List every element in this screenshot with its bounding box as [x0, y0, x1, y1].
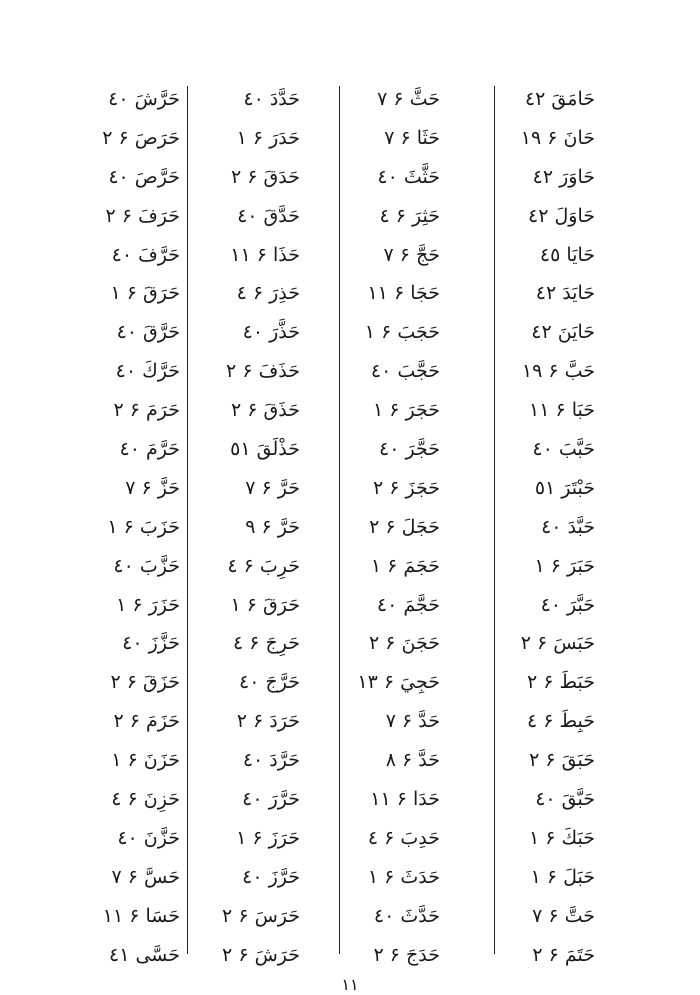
verb-entry: حَرَّزَ ٤٠ — [242, 865, 300, 888]
column-2 — [300, 80, 440, 974]
verb-entry: حَدَجَ ۶ ٢ — [373, 943, 440, 966]
verb-entry: حَرَزَ ۶ ١ — [236, 826, 300, 849]
verb-entry: حَثَّ ۶ ٧ — [377, 88, 440, 110]
verb-entry: حَثَّثَ ٤٠ — [377, 165, 440, 188]
verb-entry: حَرَّكَ ٤٠ — [115, 360, 180, 383]
verb-entry: حَبَّ ۶ ١٩ — [521, 360, 595, 383]
verb-entry: حَرَّشَ ٤٠ — [108, 88, 180, 110]
verb-entry: حَذَقَ ۶ ٢ — [231, 399, 300, 422]
verb-entry: حَبِطَ ۶ ٤ — [526, 710, 595, 733]
verb-entry: حَجَّبَ ٤٠ — [370, 360, 440, 383]
verb-entry: حَتَّ ۶ ٧ — [532, 904, 595, 927]
verb-entry: حَرَّ ۶ ٩ — [245, 515, 300, 538]
verb-entry: حَبَرَ ۶ ١ — [534, 554, 595, 577]
verb-entry: حَزِنَ ۶ ٤ — [111, 788, 180, 811]
verb-entry: حَدَّ ۶ ٨ — [385, 749, 440, 772]
verb-entry: حَايَنَ ٤٢ — [531, 321, 595, 344]
verb-entry: حَبَّرَ ٤٠ — [540, 593, 595, 616]
verb-entry: حَجِيَ ۶ ١٣ — [357, 671, 440, 694]
verb-entry: حَرَدَ ۶ ٢ — [236, 710, 300, 733]
verb-entry: حَجَلَ ۶ ٢ — [369, 515, 440, 538]
column-4 — [40, 80, 180, 974]
verb-entry: حَدَقَ ۶ ٢ — [231, 165, 300, 188]
verb-entry: حَدَّ ۶ ٧ — [385, 710, 440, 733]
verb-entry: حَبَّبَ ٤٠ — [532, 438, 595, 461]
verb-entry: حَذَا ۶ ١١ — [230, 243, 300, 266]
verb-entry: حَرَّجَ ٤٠ — [239, 671, 300, 694]
verb-entry: حَرَّرَ ٤٠ — [242, 788, 300, 811]
verb-entry: حَجَا ۶ ١١ — [367, 282, 440, 305]
verb-entry: حَزَقَ ۶ ٢ — [110, 671, 180, 694]
verb-entry: حَذْلَقَ ٥١ — [230, 438, 300, 461]
verb-entry: حَسَا ۶ ١١ — [102, 904, 180, 927]
verb-entry: حَاوَلَ ٤٢ — [528, 204, 595, 227]
verb-entry: حَرَشَ ۶ ٢ — [222, 943, 300, 966]
verb-entry: حَثِرَ ۶ ٤ — [379, 204, 440, 227]
page-number: ١١ — [341, 975, 359, 994]
verb-entry: حَرَّ ۶ ٧ — [245, 476, 300, 499]
verb-entry: حَجَنَ ۶ ٢ — [369, 632, 440, 655]
verb-entry: حَزَرَ ۶ ١ — [116, 593, 180, 616]
verb-entry: حَرَّفَ ٤٠ — [111, 243, 180, 266]
verb-entry: حَزَمَ ۶ ٢ — [113, 710, 180, 733]
verb-entry: حَدَرَ ۶ ١ — [236, 126, 300, 149]
verb-entry: حَدَثَ ۶ ١ — [367, 865, 440, 888]
verb-entry: حَزَنَ ۶ ١ — [111, 749, 180, 772]
verb-entry: حَبَكَ ۶ ١ — [528, 826, 595, 849]
verb-entry: حَبَسَ ۶ ٢ — [520, 632, 595, 655]
column-divider — [187, 86, 188, 954]
verb-entry: حَتَمَ ۶ ٢ — [532, 943, 595, 966]
verb-entry: حَدَّدَ ٤٠ — [243, 88, 300, 110]
verb-entry: حَرَفَ ۶ ٢ — [105, 204, 180, 227]
verb-entry: حَجَزَ ۶ ٢ — [372, 476, 440, 499]
verb-entry: حَرَّمَ ٤٠ — [119, 438, 180, 461]
column-divider — [494, 86, 495, 954]
verb-entry: حَزَّزَ ٤٠ — [122, 632, 180, 655]
verb-entry: حَدَّقَ ٤٠ — [237, 204, 300, 227]
verb-entry: حَسَّ ۶ ٧ — [111, 865, 180, 888]
verb-entry: حَرَّدَ ٤٠ — [242, 749, 300, 772]
verb-entry: حَايَدَ ٤٢ — [535, 282, 595, 305]
verb-entry: حَدِبَ ۶ ٤ — [367, 826, 440, 849]
verb-entry: حَبَلَ ۶ ١ — [530, 865, 595, 888]
verb-entry: حَدَا ۶ ١١ — [370, 788, 440, 811]
verb-entry: حَرَسَ ۶ ٢ — [222, 904, 300, 927]
verb-entry: حَرَّقَ ٤٠ — [116, 321, 180, 344]
verb-entry: حَجَّرَ ٤٠ — [379, 438, 440, 461]
verb-entry: حَبَا ۶ ١١ — [529, 399, 595, 422]
column-3 — [160, 80, 300, 974]
verb-entry: حَذِرَ ۶ ٤ — [236, 282, 300, 305]
verb-entry: حَدَّثَ ٤٠ — [373, 904, 440, 927]
verb-entry: حَرَقَ ۶ ١ — [230, 593, 300, 616]
verb-entry: حَبَّقَ ٤٠ — [535, 788, 595, 811]
verb-entry: حَجَّمَ ٤٠ — [376, 593, 440, 616]
verb-entry: حَزَّ ۶ ٧ — [125, 476, 180, 499]
verb-entry: حَبَطَ ۶ ٢ — [526, 671, 595, 694]
verb-entry: حَاوَرَ ٤٢ — [532, 165, 595, 188]
verb-entry: حَبَقَ ۶ ٢ — [529, 749, 595, 772]
verb-entry: حَذَّرَ ٤٠ — [242, 321, 300, 344]
verb-entry: حَزَّنَ ٤٠ — [117, 826, 180, 849]
verb-entry: حَرِبَ ۶ ٤ — [227, 554, 300, 577]
verb-entry: حَزَّبَ ٤٠ — [113, 554, 180, 577]
verb-entry: حَجَّ ۶ ٧ — [383, 243, 440, 266]
verb-entry: حَرَصَ ۶ ٢ — [102, 126, 180, 149]
verb-entry: حَزَبَ ۶ ١ — [107, 515, 180, 538]
verb-entry: حَثَا ۶ ٧ — [384, 126, 440, 149]
verb-entry: حَرَمَ ۶ ٢ — [113, 399, 180, 422]
verb-entry: حَامَقَ ٤٢ — [524, 88, 595, 110]
verb-entry: حَجَمَ ۶ ١ — [370, 554, 440, 577]
column-1 — [455, 80, 595, 974]
verb-entry: حَبَّدَ ٤٠ — [541, 515, 595, 538]
column-divider — [339, 86, 340, 954]
verb-entry: حَذَفَ ۶ ٢ — [226, 360, 300, 383]
verb-entry: حَسَّى ٤١ — [109, 943, 180, 966]
verb-entry: حَرِجَ ۶ ٤ — [232, 632, 300, 655]
verb-entry: حَايَا ٤٥ — [539, 243, 595, 266]
verb-entry: حَجَرَ ۶ ١ — [372, 399, 440, 422]
verb-entry: حَانَ ۶ ١٩ — [520, 126, 595, 149]
verb-entry: حَرَقَ ۶ ١ — [110, 282, 180, 305]
verb-entry: حَبْتَرَ ٥١ — [534, 476, 595, 499]
verb-entry: حَجَبَ ۶ ١ — [364, 321, 440, 344]
verb-entry: حَرَّصَ ٤٠ — [108, 165, 180, 188]
